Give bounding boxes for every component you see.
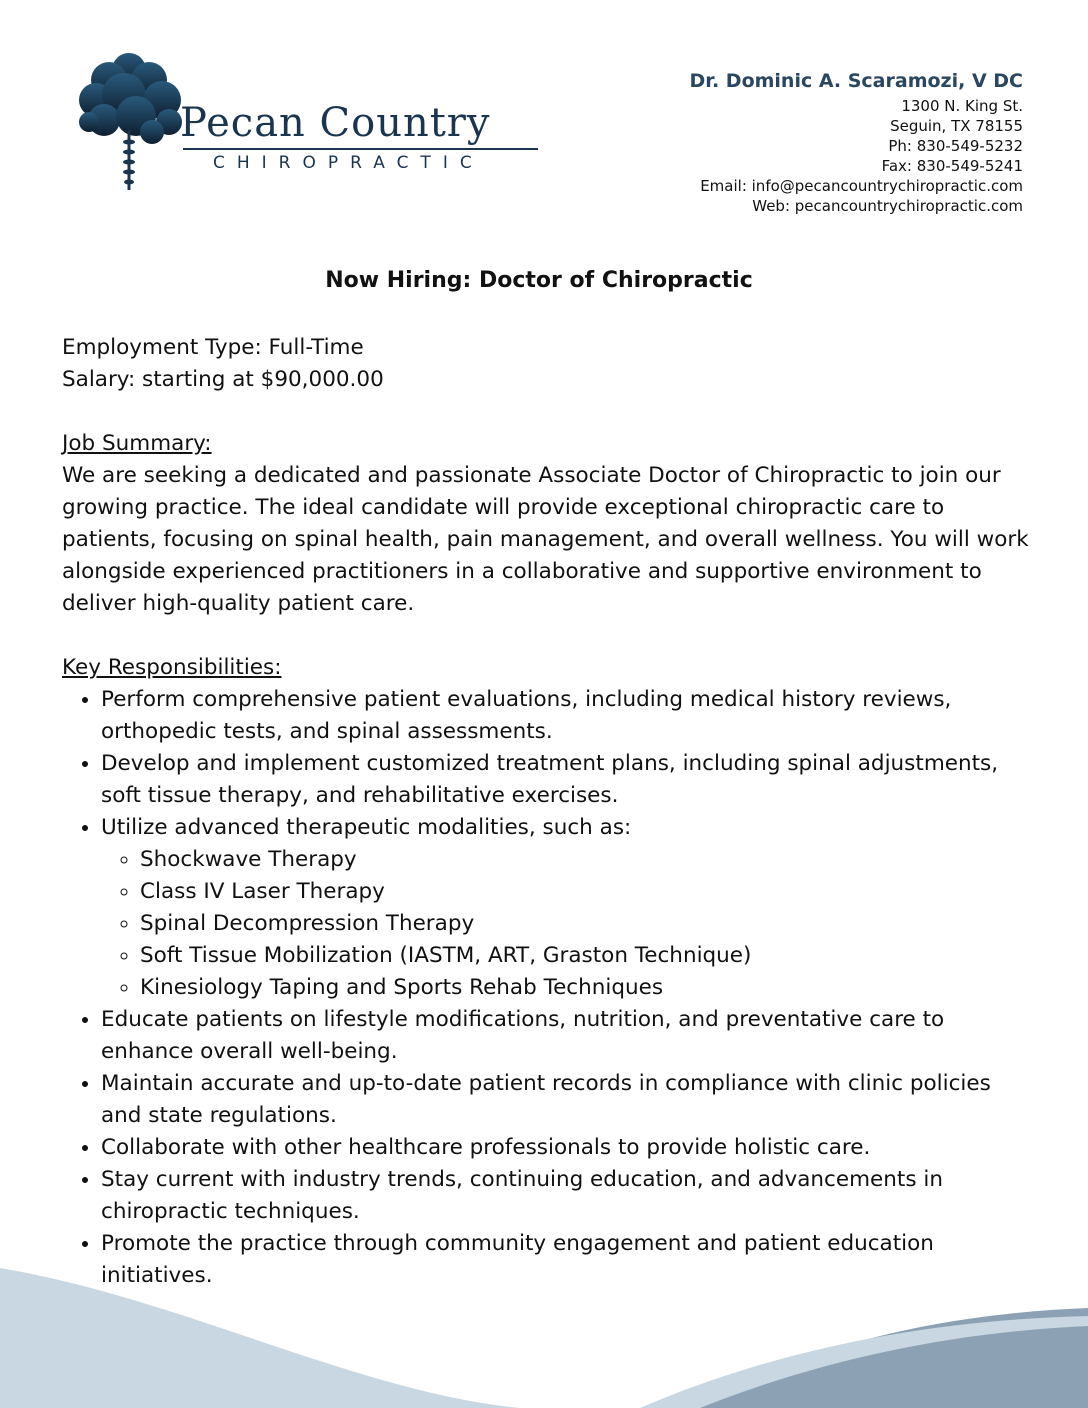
logo-divider [183, 148, 538, 150]
list-item: • Develop and implement customized treatment plans, including spinal adjustments, soft tissue therapy, and rehabilitative exercises. [101, 748, 1032, 812]
responsibilities-list [62, 684, 1032, 1292]
list-item: • Collaborate with other healthcare professionals to provide holistic care. [101, 1132, 1032, 1164]
list-item [101, 812, 1032, 1004]
pecan-tree-spine-icon [74, 50, 194, 195]
list-item: • Promote the practice through community engagement and patient education initiatives. [101, 1228, 1032, 1292]
sub-list-item: ◦ Kinesiology Taping and Sports Rehab Techniques [140, 972, 1032, 1004]
list-item: • Maintain accurate and up-to-date patient records in compliance with clinic policies and state regulations. [101, 1068, 1032, 1132]
sub-list-item: ◦ Spinal Decompression Therapy [140, 908, 1032, 940]
list-item: • Stay current with industry trends, continuing education, and advancements in chiropractic techniques. [101, 1164, 1032, 1228]
website-url[interactable]: Web: pecancountrychiropractic.com [752, 197, 1023, 215]
contact-block [690, 70, 1023, 216]
address-line-2: Seguin, TX 78155 [890, 117, 1023, 135]
phone-number: Ph: 830-549-5232 [888, 137, 1023, 155]
email-address[interactable]: Email: info@pecancountrychiropractic.com [700, 177, 1023, 195]
logo-subtitle: CHIROPRACTIC [213, 153, 484, 173]
spacer [62, 396, 1032, 428]
page-title: Now Hiring: Doctor of Chiropractic [325, 268, 753, 293]
list-item: • Educate patients on lifestyle modifications, nutrition, and preventative care to enhance overall well-being. [101, 1004, 1032, 1068]
job-posting-body [62, 332, 1032, 1292]
sub-list-item: ◦ Shockwave Therapy [140, 844, 1032, 876]
practice-logo [70, 50, 550, 200]
spacer [62, 620, 1032, 652]
modalities-list [101, 844, 1032, 1004]
sub-list-item: ◦ Class IV Laser Therapy [140, 876, 1032, 908]
logo-name: Pecan Country [180, 100, 491, 146]
address-line-1: 1300 N. King St. [901, 97, 1023, 115]
fax-number: Fax: 830-549-5241 [881, 157, 1023, 175]
wave-light [0, 1268, 520, 1408]
job-summary-text: We are seeking a dedicated and passionate Associate Doctor of Chiropractic to join our growing practice. The ideal candidate will provide exceptional chiropractic care to patients, focusing on spinal health, pain management, and overall wellness. You will work alongside experienced practitioners in a collaborative and supportive environment to deliver high-quality patient care. [62, 463, 1029, 616]
list-item-text: Utilize advanced therapeutic modalities, such as: [101, 815, 632, 840]
employment-type: Employment Type: Full-Time [62, 335, 364, 360]
list-item: • Perform comprehensive patient evaluations, including medical history reviews, orthopedic tests, and spinal assessments. [101, 684, 1032, 748]
salary: Salary: starting at $90,000.00 [62, 367, 384, 392]
sub-list-item: ◦ Soft Tissue Mobilization (IASTM, ART, Graston Technique) [140, 940, 1032, 972]
decorative-wave [0, 1258, 1088, 1408]
doctor-name: Dr. Dominic A. Scaramozi, V DC [689, 70, 1023, 92]
responsibilities-heading: Key Responsibilities: [62, 655, 282, 680]
job-summary-heading: Job Summary: [62, 431, 212, 456]
